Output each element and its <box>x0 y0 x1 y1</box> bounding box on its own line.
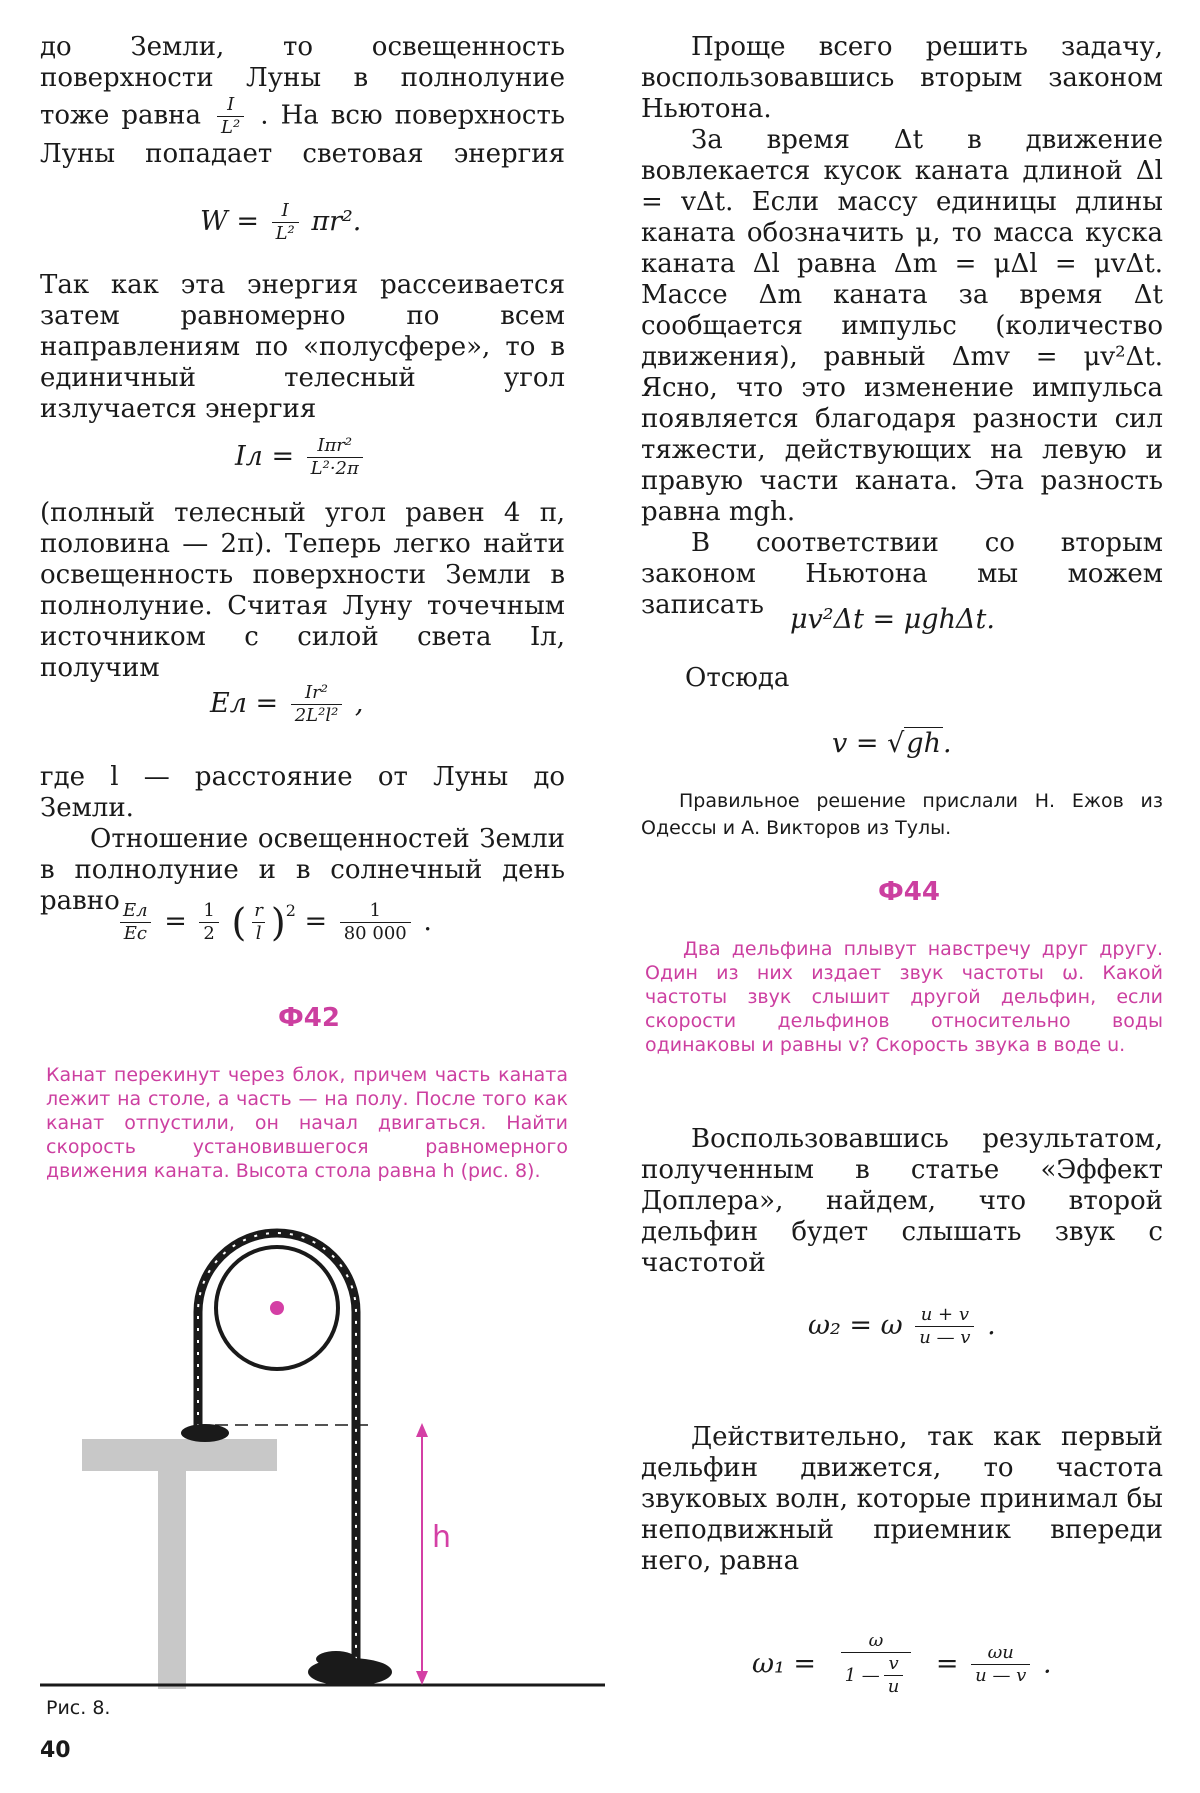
fraction: $\frac{I}{\text{L²}}$ <box>217 94 244 139</box>
problem-f44-text: Два дельфина плывут навстречу друг другу. Один из них издает звук частоты ω. Какой частоты звук слышит другой дельфин, если скорости дельфинов относительно воды одинаковы и равны v? Скорость звука в воде u. <box>645 938 1163 1056</box>
paragraph: Отношение освещенностей Земли в полнолуние и в солнечный день равно <box>40 824 565 916</box>
left-column-3 <box>40 498 565 684</box>
left-column-2 <box>40 270 565 425</box>
formula-ratio: $\frac{Eл}{Ec}$ = $\frac{1}{2}$ ( $\frac{r}{l}$ )$^2$ = $\frac{1}{80 000}$ . <box>115 900 432 945</box>
formula-velocity: v = √gh. <box>832 728 952 759</box>
page-number: 40 <box>40 1738 71 1763</box>
left-column <box>40 32 565 170</box>
paragraph: Проще всего решить задачу, воспользовавшись вторым законом Ньютона. <box>641 32 1163 124</box>
figure-caption: Рис. 8. <box>46 1697 111 1719</box>
formula-illuminance: Eл = $\frac{\text{Ir²}}{\text{2L²l²}}$ , <box>210 682 364 726</box>
paragraph: Воспользовавшись результатом, полученным в статье «Эффект Доплера», найдем, что второй дельфин будет слышать звук с частотой <box>641 1124 1163 1278</box>
problem-heading-f42: Ф42 <box>278 1003 340 1033</box>
problem-f42-text: Канат перекинут через блок, причем часть каната лежит на столе, а часть — на полу. После того как канат отпустили, он начал двигаться. Найти скорость установившегося равномерного движения каната. Высота стола равна h (рис. 8). <box>46 1064 568 1182</box>
paragraph: Так как эта энергия рассеивается затем равномерно по всем направлениям по «полусфере», то в единичный телесный угол излучается энергия <box>40 270 565 424</box>
paragraph: Отсюда <box>685 663 790 693</box>
paragraph: до Земли, то освещенность поверхности Луны в полнолуние тоже равна $\frac{I}{\text{L²}}$ . На всю поверхность Луны попадает световая энергия <box>40 32 566 169</box>
paragraph: За время Δt в движение вовлекается кусок каната длиной Δl = vΔt. Если массу единицы длины каната обозначить μ, то масса куска каната Δl равна Δm = μΔl = μvΔt. Массе Δm каната за время Δt сообщается импульс (количество движения), равный Δmv = μv²Δt. Ясно, что это изменение импульса появляется благодаря разности сил тяжести, действующих на левую и правую части каната. Эта разность равна mgh. <box>641 125 1163 527</box>
right-column-2 <box>685 663 1155 694</box>
right-column-4 <box>641 1422 1163 1577</box>
solvers-note: Правильное решение прислали Н. Ежов из Одессы и А. Викторов из Тулы. <box>641 790 1163 839</box>
formula-energy: W = $\frac{I}{\text{L²}}$ πr². <box>200 200 362 244</box>
rope-pile-table <box>181 1424 229 1442</box>
right-column <box>641 32 1163 621</box>
paragraph: где l — расстояние от Луны до Земли. <box>40 762 565 823</box>
paragraph: В соответствии со вторым законом Ньютона мы можем записать <box>641 528 1163 620</box>
formula-intensity: Iл = $\frac{\text{Iπr²}}{\text{L²·2π}}$ <box>235 435 367 480</box>
pulley-axle <box>270 1301 284 1315</box>
table-leg <box>158 1461 186 1689</box>
formula-newton: μv²Δt = μghΔt. <box>790 604 995 635</box>
right-column-3 <box>641 1124 1163 1279</box>
paragraph: (полный телесный угол равен 4 π, половина — 2π). Теперь легко найти освещенность поверхности Земли в полнолуние. Считая Луну точечным источником с силой света Iл, получим <box>40 498 565 683</box>
problem-heading-f44: Ф44 <box>878 877 940 907</box>
paragraph: Действительно, так как первый дельфин движется, то частота звуковых волн, которые принимал бы неподвижный приемник впереди него, равна <box>641 1422 1163 1576</box>
height-label: h <box>432 1520 452 1555</box>
left-column-4 <box>40 762 565 917</box>
formula-omega1: ω₁ = ω 1 — $\frac{v}{u}$ = $\frac{\omega u}{u — v}$ . <box>752 1630 1052 1697</box>
formula-omega2: ω₂ = ω $\frac{u + v}{u — v}$ . <box>808 1304 996 1348</box>
figure-8-rope-over-pulley <box>40 1225 610 1705</box>
